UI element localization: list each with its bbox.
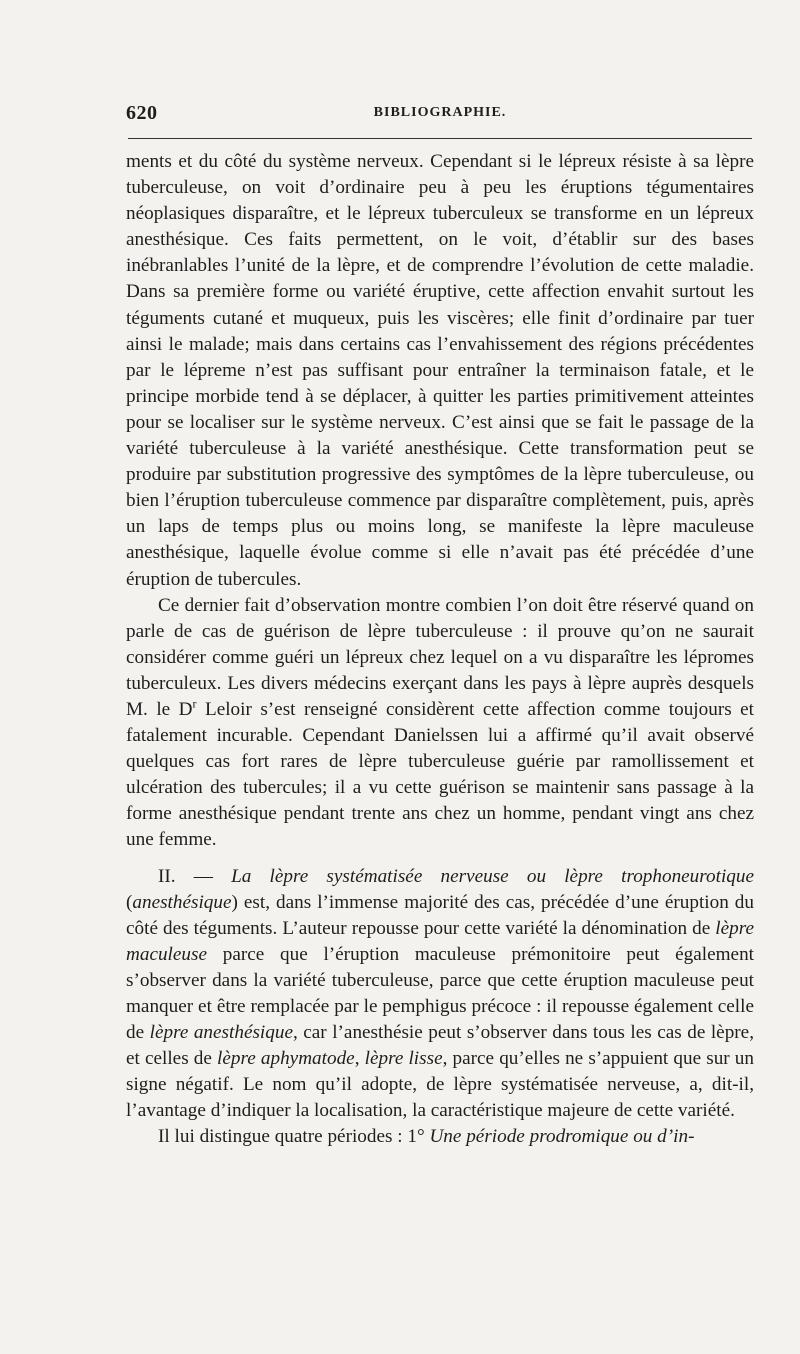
- paragraph-3-text: parce que l’éruption maculeuse prémonitoire peut également s’observer dans la variété tuberculeuse, parce que cette éruption maculeuse peut manquer et être remplacée par le pemphigus précoce : il repousse également celle de: [126, 943, 754, 1044]
- header-rule: [128, 138, 752, 139]
- paragraph-1: ments et du côté du système nerveux. Cependant si le lépreux résiste à sa lèpre tuberculeuse, on voit d’ordinaire peu à peu les éruptions tégumentaires néoplasiques disparaître, et le lépreux tuberculeux se transforme en un lépreux anesthésique. Ces faits permettent, on le voit, d’établir sur des bases inébranlables l’unité de la lèpre, et de comprendre l’évolution de cette maladie. Dans sa première forme ou variété éruptive, cette affection envahit surtout les téguments cutané et muqueux, puis les viscères; elle finit d’ordinaire par tuer ainsi le malade; mais dans certains cas l’envahissement des régions précédentes par le lépreme n’est pas suffisant pour entraîner la terminaison fatale, et le principe morbide tend à se déplacer, à quitter les parties primitivement atteintes pour se localiser sur le système nerveux. C’est ainsi que se fait le passage de la variété tuberculeuse à la variété anesthésique. Cette transformation peut se produire par substitution progressive des symptômes de la lèpre tuberculeuse, ou bien l’éruption tuberculeuse commence par disparaître complètement, puis, après un laps de temps plus ou moins long, se manifeste la lèpre maculeuse anesthésique, laquelle évolue comme si elle n’avait pas été précédée d’une éruption de tubercules.: [126, 151, 754, 590]
- body-text: [126, 149, 754, 1151]
- paragraph-4-fragment: [158, 1126, 694, 1147]
- paragraph-3-text: , parce qu’elles ne s’appuient que sur un signe négatif. Le nom qu’il adopte, de lèpre systématisée nerveuse, a, dit-il, l’avantage d’indiquer la localisation, la caractéristique majeure de cette variété.: [126, 1048, 754, 1122]
- paragraph-3: [126, 864, 754, 1125]
- running-title: BIBLIOGRAPHIE.: [373, 105, 507, 120]
- paragraph-4-text: Il lui distingue quatre périodes : 1°: [158, 1126, 430, 1148]
- paragraph-4: [126, 1124, 754, 1150]
- paragraph-2-part-1: Ce dernier fait d’observation montre combien l’on doit être réservé quand on parle de cas de guérison de lèpre tuberculeuse : il prouve qu’on ne saurait considérer comme guéri un lépreux chez lequel on a vu disparaître les lépromes tuberculeux. Les divers médecins exerçant dans les pays à lèpre auprès desquels M. le D: [126, 594, 754, 720]
- paragraph-3-text: ) est, dans l’immense majorité des cas, précédée d’une éruption du côté des téguments. L’auteur repousse pour cette variété la dénomination de: [126, 891, 754, 939]
- term-lepre-anesthesique: lèpre anesthésique: [149, 1022, 293, 1044]
- page-number: 620: [126, 102, 158, 124]
- term-lepre-lisse: lèpre lisse: [364, 1048, 443, 1070]
- term-periode-prodromique: Une période prodromique ou d’in-: [429, 1126, 695, 1148]
- section-heading-italic: La lèpre systématisée nerveuse ou lèpre trophoneurotique: [231, 865, 754, 887]
- term-anesthesique: anesthésique: [132, 891, 232, 913]
- paragraph-3-text: , car l’anesthésie peut s’observer dans tous les cas de lèpre, et celles de: [126, 1022, 754, 1070]
- page-header: [126, 102, 754, 126]
- section-number: II. —: [158, 865, 232, 887]
- paragraph-2: [126, 593, 754, 854]
- term-lepre-aphymatode: lèpre aphymatode: [217, 1048, 355, 1070]
- paragraph-3-text: ,: [354, 1048, 365, 1070]
- doctor-abbrev-superscript: r: [192, 696, 197, 711]
- term-lepre-maculeuse: lèpre maculeuse: [126, 917, 754, 965]
- paragraph-2-part-2: Leloir s’est renseigné considèrent cette affection comme toujours et fatalement incurable. Cependant Danielssen lui a affirmé qu’il avait observé quelques cas fort rares de lèpre tuberculeuse guérie par ramollissement et ulcération des tubercules; il a vu cette guérison se maintenir sans passage à la forme anesthésique pendant trente ans chez un homme, pendant vingt ans chez une femme.: [126, 698, 754, 851]
- paragraph-3-text: (: [126, 891, 133, 913]
